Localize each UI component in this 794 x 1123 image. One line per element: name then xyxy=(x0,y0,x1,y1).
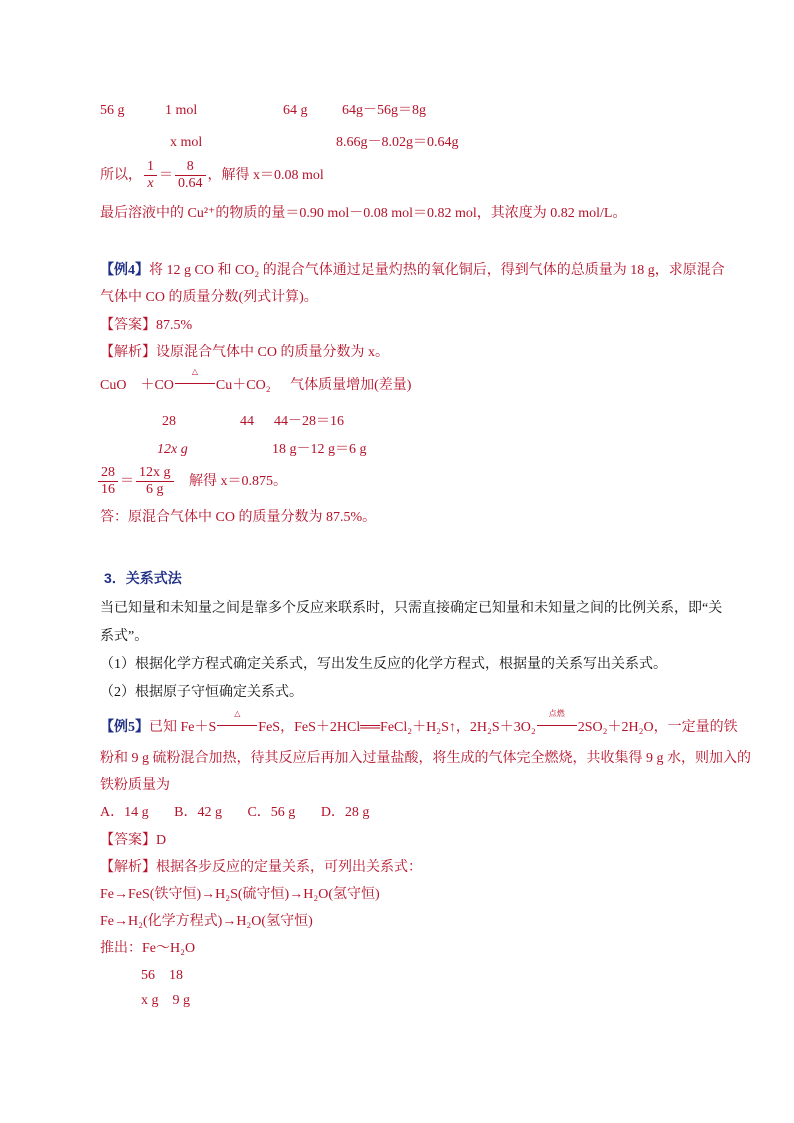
ex5-heat-arrow xyxy=(217,709,257,738)
ex5-tag: 【例5】 xyxy=(100,720,149,735)
ex4-final-answer: 答：原混合气体中 CO 的质量分数为 87.5%。 xyxy=(100,510,377,525)
ex5-derive: 推出：Fe～H₂O xyxy=(100,941,196,956)
ex5-answer-tag: 【答案】 xyxy=(100,833,156,848)
prev-row1-c: 64 g xyxy=(283,103,308,118)
prev-row1-b: 1 mol xyxy=(165,103,198,118)
ex5-q1-a: 已知 Fe＋S xyxy=(149,720,217,735)
ex4-f1-num: 28 xyxy=(98,465,118,482)
prev-frac-a-num: 1 xyxy=(144,159,157,176)
ex4-eq-left: CuO ＋CO xyxy=(100,378,174,393)
ex4-r2-b: 18 g－12 g＝6 g xyxy=(272,442,367,457)
prev-final: 最后溶液中的 Cu²⁺的物质的量＝0.90 mol－0.08 mol＝0.82 mol，其浓度为 0.82 mol/L。 xyxy=(100,206,627,221)
ex5-answer: D xyxy=(156,833,167,848)
ex4-fraction-2 xyxy=(136,465,174,498)
ex4-solve: 解得 x＝0.875。 xyxy=(189,474,287,489)
ex4-question-line2: 气体中 CO 的质量分数(列式计算)。 xyxy=(100,290,318,305)
ex5-option-d: D．28 g xyxy=(320,805,370,820)
ex5-r2: x g 9 g xyxy=(141,993,190,1008)
ex5-q1-b: FeS，FeS＋2HCl══FeCl₂＋H₂S↑，2H₂S＋3O₂ xyxy=(258,720,536,735)
prev-row2-a: x mol xyxy=(170,135,203,150)
ex5-option-a: A．14 g xyxy=(100,805,149,820)
section3-p2: 系式”。 xyxy=(100,629,149,644)
ex5-ignite-arrow xyxy=(537,709,577,738)
prev-fraction-a xyxy=(144,159,157,192)
prev-frac-b-num: 8 xyxy=(175,159,206,176)
reaction-line xyxy=(175,383,215,384)
section3-item1: （1）根据化学方程式确定关系式，写出发生反应的化学方程式，根据量的关系写出关系式。 xyxy=(100,657,667,672)
ex4-tag: 【例4】 xyxy=(100,263,149,278)
prev-frac-a-den: x xyxy=(147,176,154,192)
ex4-f2-den: 6 g xyxy=(146,482,164,498)
ex4-equation xyxy=(100,367,412,396)
reaction-line xyxy=(217,725,257,726)
ex4-f1-den: 16 xyxy=(101,482,115,498)
ex5-question-line3: 铁粉质量为 xyxy=(100,778,170,793)
ex5-analysis-tag: 【解析】 xyxy=(100,860,156,875)
prev-frac-b-den: 0.64 xyxy=(178,176,203,192)
ex4-answer: 87.5% xyxy=(156,318,193,333)
ex4-eq-note: 气体质量增加(差量) xyxy=(290,378,412,393)
ex5-r1: 56 18 xyxy=(141,968,183,983)
ex4-heat-arrow xyxy=(175,367,215,396)
heat-symbol: △ xyxy=(234,709,241,718)
ex4-analysis-line xyxy=(100,343,389,363)
ex5-answer-line xyxy=(100,831,166,851)
ex4-fraction-1 xyxy=(98,465,118,498)
prev-row1-d: 64g－56g＝8g xyxy=(342,103,426,118)
reaction-line xyxy=(537,725,577,726)
ex5-q1-c: 2SO₂＋2H₂O，一定量的铁 xyxy=(577,720,738,735)
ex5-option-b: B．42 g xyxy=(174,805,222,820)
ignite-label: 点燃 xyxy=(548,709,565,718)
prev-row2-b: 8.66g－8.02g＝0.64g xyxy=(336,135,459,150)
ex4-answer-tag: 【答案】 xyxy=(100,318,156,333)
ex5-chain1: Fe→FeS(铁守恒)→H₂S(硫守恒)→H₂O(氢守恒) xyxy=(100,887,380,902)
prev-fraction-b xyxy=(175,159,206,192)
ex5-chain2: Fe→H₂(化学方程式)→H₂O(氢守恒) xyxy=(100,914,313,929)
ex5-analysis: 根据各步反应的定量关系，可列出关系式： xyxy=(156,860,422,875)
prev-row1-a: 56 g xyxy=(100,103,125,118)
ex5-analysis-line xyxy=(100,858,422,878)
ex5-question-line2: 粉和 9 g 硫粉混合加热，待其反应后再加入过量盐酸，将生成的气体完全燃烧，共收集得 9 g 水，则加入的 xyxy=(100,751,751,766)
section3-p1: 当已知量和未知量之间是靠多个反应来联系时，只需直接确定已知量和未知量之间的比例关系，即“关 xyxy=(100,601,723,616)
ex4-r2-a: 12x g xyxy=(157,442,188,457)
ex5-option-c: C．56 g xyxy=(247,805,296,820)
ex4-q1: 将 12 g CO 和 CO₂ 的混合气体通过足量灼热的氧化铜后，得到气体的总质量为 18 g，求原混合 xyxy=(149,263,725,278)
ex4-analysis: 设原混合气体中 CO 的质量分数为 x。 xyxy=(156,345,389,360)
ex4-r1-a: 28 xyxy=(162,414,176,429)
ex4-r1-c: 44－28＝16 xyxy=(274,414,344,429)
ex4-f2-num: 12x g xyxy=(136,465,174,482)
ex5-question-line1 xyxy=(100,709,738,738)
ex5-options xyxy=(100,803,369,823)
section3-item2: （2）根据原子守恒确定关系式。 xyxy=(100,685,303,700)
ex4-answer-line xyxy=(100,316,192,336)
ex4-fraction-line: $\frac{28}{16}$ ＝ $\frac{\text{12x g}}{6 g}$ 解得 x＝0.875。 xyxy=(96,462,287,502)
section3-heading: 3．关系式法 xyxy=(104,570,182,586)
prev-so-suffix: ，解得 x＝0.08 mol xyxy=(207,168,324,183)
ex4-eq-right: Cu＋CO₂ xyxy=(215,378,271,393)
ex4-question-line1 xyxy=(100,261,725,281)
ex4-r1-b: 44 xyxy=(240,414,254,429)
prev-so-line: 所以， $\frac{1}{x}$ ＝ $\frac{8}{0.64}$ ，解得 x＝0.08 mol xyxy=(100,159,324,192)
ex4-analysis-tag: 【解析】 xyxy=(100,345,156,360)
heat-symbol: △ xyxy=(191,367,198,376)
prev-so-prefix: 所以， xyxy=(100,168,142,183)
